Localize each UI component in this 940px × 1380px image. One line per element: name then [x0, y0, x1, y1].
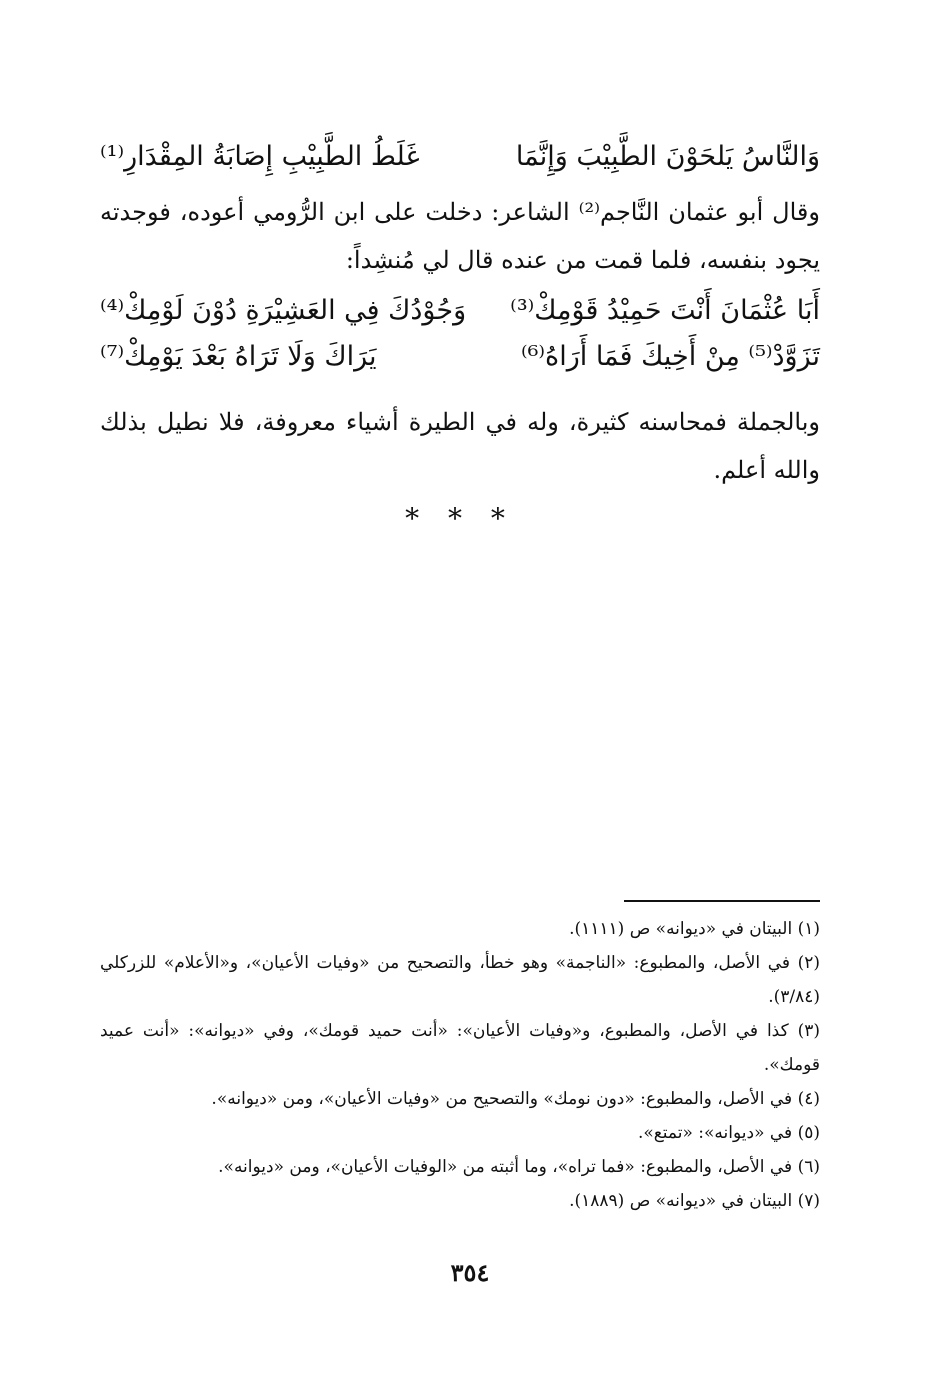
footnotes — [100, 900, 820, 1218]
footnote-6: (٦) في الأصل، والمطبوع: «فما تراه»، وما أثبته من «الوفيات الأعيان»، ومن «ديوانه». — [218, 1157, 820, 1177]
verse-1-second-hemistich: غَلَطُ الطَّبِيْبِ إِصَابَةُ المِقْدَارِ⁽¹⁾ — [100, 141, 420, 172]
verse-line-2 — [100, 288, 820, 334]
footnote-7: (٧) البيتان في «ديوانه» ص (١٨٨٩). — [569, 1191, 820, 1211]
main-text — [100, 120, 820, 535]
footnote-5: (٥) في «ديوانه»: «تمتع». — [637, 1123, 820, 1143]
footnote-rule — [624, 900, 820, 902]
verse-line-1 — [100, 134, 820, 180]
verse-2-first-hemistich: أَبَا عُثْمَانَ أَنْتَ حَمِيْدُ قَوْمِكْ⁽³⁾ — [510, 295, 820, 326]
footnote-1: (١) البيتان في «ديوانه» ص (١١١١). — [569, 919, 820, 939]
paragraph-narration: وقال أبو عثمان النَّاجم⁽²⁾ الشاعر: دخلت على ابن الرُّومي أعوده، فوجدته يجود بنفسه، فلما قمت من عنده قال لي مُنشِداً: — [100, 198, 820, 274]
page-number: ٣٥٤ — [450, 1258, 490, 1287]
footnote-4: (٤) في الأصل، والمطبوع: «دون نومك» والتصحيح من «وفيات الأعيان»، ومن «ديوانه». — [211, 1089, 820, 1109]
footnote-2: (٢) في الأصل، والمطبوع: «الناجمة» وهو خطأ، والتصحيح من «وفيات الأعيان»، و«الأعلام» للزركلي (٣/٨٤). — [100, 953, 820, 1007]
verse-1-first-hemistich: وَالنَّاسُ يَلحَوْنَ الطَّبِيْبَ وَإِنَّمَا — [515, 141, 820, 172]
verse-line-3 — [100, 334, 820, 380]
paragraph-conclusion: وبالجملة فمحاسنه كثيرة، وله في الطيرة أشياء معروفة، فلا نطيل بذلك والله أعلم. — [100, 408, 820, 484]
footnote-3: (٣) كذا في الأصل، والمطبوع، و«وفيات الأعيان»: «أنت حميد قومك»، وفي «ديوانه»: «أنت عميد قومك». — [100, 1021, 820, 1075]
verse-3-first-hemistich: تَزَوَّدْ⁽⁵⁾ مِنْ أَخِيكَ فَمَا أَرَاهُ⁽⁶⁾ — [520, 341, 820, 372]
section-separator: * * * — [405, 502, 515, 535]
verse-3-second-hemistich: يَرَاكَ وَلَا تَرَاهُ بَعْدَ يَوْمِكْ⁽⁷⁾ — [100, 341, 377, 372]
verse-2-second-hemistich: وَجُوْدُكَ فِي العَشِيْرَةِ دُوْنَ لَوْمِكْ⁽⁴⁾ — [100, 295, 467, 326]
